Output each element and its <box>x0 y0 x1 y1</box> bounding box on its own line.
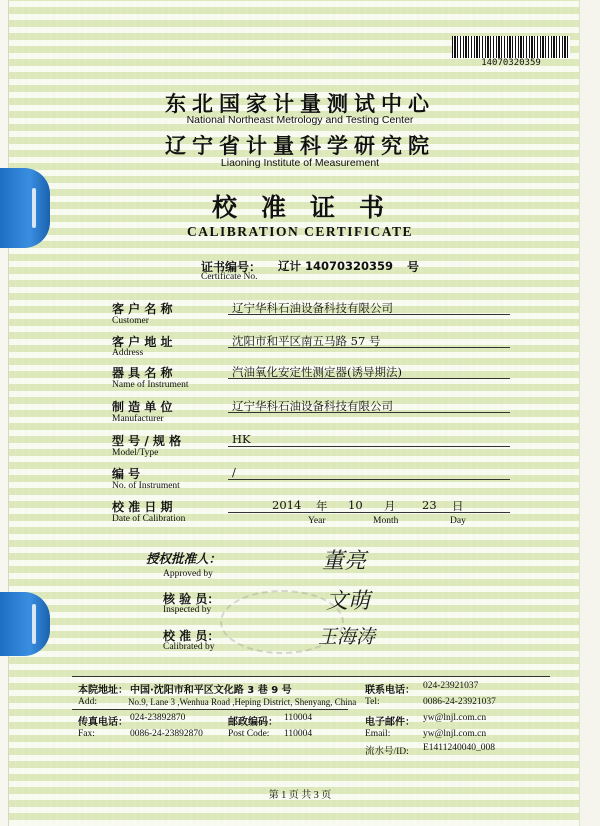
date-month-en: Month <box>373 516 399 526</box>
barcode <box>452 36 570 58</box>
instrument-label: 器 具 名 称 <box>112 366 173 380</box>
address-underline <box>228 347 510 348</box>
model-label-en: Model/Type <box>112 448 159 458</box>
footer-post-en-label: Post Code: <box>228 729 270 739</box>
org2-title-cn: 辽宁省计量科学研究院 <box>165 134 435 158</box>
serial-no-label: 编 号 <box>112 467 141 481</box>
date-month: 10 <box>348 498 363 512</box>
serial-no-value: / <box>232 465 236 479</box>
date-year-en: Year <box>308 516 326 526</box>
footer-addr-cn-label: 本院地址： <box>78 685 128 696</box>
footer-email-en: yw@lnjl.com.cn <box>423 729 487 739</box>
footer-tel-cn: 024-23921037 <box>423 681 479 691</box>
manufacturer-underline <box>228 412 510 413</box>
certificate-title-en: CALIBRATION CERTIFICATE <box>187 224 413 239</box>
footer-email-en-label: Email: <box>365 729 391 739</box>
customer-value: 辽宁华科石油设备科技有限公司 <box>232 301 393 315</box>
inspected-label-en: Inspected by <box>163 605 212 615</box>
manufacturer-label: 制 造 单 位 <box>112 400 173 414</box>
customer-label: 客 户 名 称 <box>112 302 173 316</box>
date-day: 23 <box>422 498 437 512</box>
cert-no-value: 辽计 14070320359 <box>278 259 394 273</box>
cert-no-label: 证书编号： <box>201 260 262 274</box>
date-day-en: Day <box>450 516 466 526</box>
date-year-cn: 年 <box>316 499 328 513</box>
address-label: 客 户 地 址 <box>112 335 173 349</box>
footer-fax-en: 0086-24-23892870 <box>130 729 203 739</box>
approved-label: 授权批准人： <box>146 551 222 566</box>
footer-post-cn-label: 邮政编码： <box>228 717 278 728</box>
serial-no-label-en: No. of Instrument <box>112 481 180 491</box>
footer-fax-cn: 024-23892870 <box>130 713 186 723</box>
address-label-en: Address <box>112 348 144 358</box>
certificate-title-cn: 校准证书 <box>211 193 408 222</box>
footer-tel-en: 0086-24-23921037 <box>423 697 496 707</box>
cert-no-suffix: 号 <box>407 260 420 274</box>
inspected-label: 核 验 员： <box>163 592 220 606</box>
date-month-cn: 月 <box>384 499 396 513</box>
manufacturer-value: 辽宁华科石油设备科技有限公司 <box>232 399 393 413</box>
footer-email-cn-label: 电子邮件： <box>365 717 415 728</box>
instrument-underline <box>228 378 510 379</box>
customer-underline <box>228 314 510 315</box>
calibrated-signature: 王海涛 <box>318 626 376 648</box>
barcode-number: 14070320359 <box>481 58 541 68</box>
approved-label-en: Approved by <box>163 569 213 579</box>
org1-title-cn: 东北国家计量测试中心 <box>165 92 435 116</box>
footer-post-en: 110004 <box>284 729 313 739</box>
footer-mid-rule <box>72 709 348 710</box>
calibrated-label-en: Calibrated by <box>163 642 215 652</box>
address-value: 沈阳市和平区南五马路 57 号 <box>232 334 381 348</box>
footer-addr-en: No.9, Lane 3 ,Wenhua Road ,Heping District, Shenyang, China <box>128 697 357 707</box>
model-label: 型 号 / 规 格 <box>112 434 182 448</box>
org1-title-en: National Northeast Metrology and Testing Center <box>186 114 414 126</box>
footer-serial: E1411240040_008 <box>423 743 495 753</box>
customer-label-en: Customer <box>112 316 149 326</box>
model-underline <box>228 446 510 447</box>
binder-tab-bottom <box>0 592 50 656</box>
date-year: 2014 <box>272 498 302 512</box>
instrument-label-en: Name of Instrument <box>112 380 189 390</box>
cert-no-label-en: Certificate No. <box>201 272 258 282</box>
date-label-en: Date of Calibration <box>112 514 186 524</box>
footer-fax-en-label: Fax: <box>78 729 95 739</box>
date-underline <box>228 512 510 513</box>
serial-no-underline <box>228 479 510 480</box>
manufacturer-label-en: Manufacturer <box>112 414 164 424</box>
approved-signature: 董亮 <box>322 549 367 574</box>
footer-tel-en-label: Tel: <box>365 697 380 707</box>
instrument-value: 汽油氧化安定性测定器(诱导期法) <box>232 365 402 379</box>
footer-tel-cn-label: 联系电话： <box>365 685 415 696</box>
model-value: HK <box>232 432 251 446</box>
date-day-cn: 日 <box>452 499 464 513</box>
footer-top-rule <box>72 676 550 677</box>
org2-title-en: Liaoning Institute of Measurement <box>220 157 380 169</box>
footer-email-cn: yw@lnjl.com.cn <box>423 713 487 723</box>
footer-fax-cn-label: 传真电话： <box>78 717 128 728</box>
footer-serial-label: 流水号/ID: <box>365 747 409 757</box>
date-label: 校 准 日 期 <box>112 500 173 514</box>
footer-addr-en-label: Add: <box>78 697 97 707</box>
footer-post-cn: 110004 <box>284 713 313 723</box>
footer-addr-cn: 中国·沈阳市和平区文化路 3 巷 9 号 <box>130 685 292 696</box>
inspected-signature: 文萌 <box>326 589 371 614</box>
calibrated-label: 校 准 员： <box>163 629 220 643</box>
page-number: 第 1 页 共 3 页 <box>268 790 332 801</box>
